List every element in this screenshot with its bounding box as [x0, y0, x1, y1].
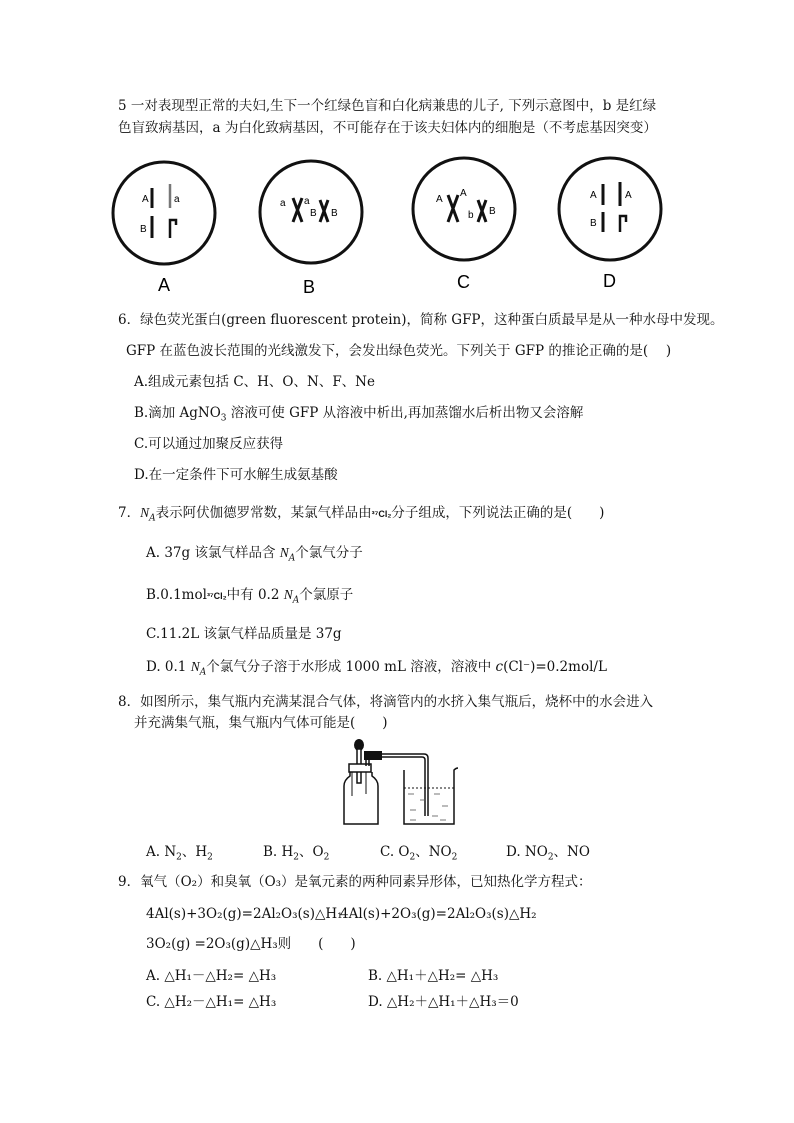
q8-option-c: C. $O_2$、$NO_2$	[380, 844, 458, 863]
gene-label: A	[142, 194, 149, 205]
cell-c	[413, 158, 515, 292]
q7-stem: 7．$N_A$表示阿伏伽德罗常数，某氯气样品由³⁷Cl₂分子组成，下列说法正确的是( )	[118, 505, 605, 524]
q6-stem-line1: 6．绿色荧光蛋白(green fluorescent protein)，简称 GFP，这种蛋白质最早是从一种水母中发现。	[118, 312, 724, 328]
q9-option-b: B. △H₁＋△H₂= △H₃	[368, 968, 499, 984]
cell-a	[113, 162, 215, 295]
cell-label: B	[303, 277, 316, 297]
q8-stem-line2: 并充满集气瓶，集气瓶内气体可能是( )	[134, 715, 388, 731]
q7-option-a: A. 37g 该氯气样品含 $N_A$个氯气分子	[146, 545, 363, 564]
q8-stem-line1: 8．如图所示，集气瓶内充满某混合气体，将滴管内的水挤入集气瓶后，烧杯中的水会进入	[118, 694, 654, 710]
cell-label: A	[158, 275, 171, 295]
cell-b	[260, 161, 362, 297]
q8-option-d: D. $NO_2$、NO	[506, 844, 590, 863]
q9-equation-1: 4Al(s)+3O₂(g)=2Al₂O₃(s)△H₁	[146, 906, 343, 922]
q6-option-a: A.组成元素包括 C、H、O、N、F、Ne	[134, 374, 375, 390]
q7-option-c: C.11.2L 该氯气样品质量是 37g	[146, 626, 342, 642]
q5-stem-line2: 色盲致病基因，a 为白化致病基因，不可能存在于该夫妇体内的细胞是（不考虑基因突变）	[118, 120, 657, 136]
gene-label: A	[625, 190, 632, 201]
gene-label: a	[174, 194, 180, 205]
gene-label: B	[140, 224, 147, 235]
q9-stem: 9．氧气（O₂）和臭氧（O₃）是氧元素的两种同素异形体，已知热化学方程式：	[118, 874, 592, 890]
q9-option-d: D. △H₂＋△H₁＋△H₃＝0	[368, 994, 519, 1010]
q5-cell-diagrams	[0, 150, 794, 310]
gene-label: A	[590, 190, 597, 201]
q7-option-d: D. 0.1 $N_A$个氯气分子溶于水形成 1000 mL 溶液，溶液中 c(Cl⁻)=0.2mol/L	[146, 659, 607, 678]
q9-equation-3: 3O₂(g) =2O₃(g)△H₃则 ( )	[146, 936, 356, 952]
gene-label: B	[590, 218, 597, 229]
q9-equation-2: 4Al(s)+2O₃(g)=2Al₂O₃(s)△H₂	[340, 906, 537, 922]
q6-option-b: B.滴加 AgNO$_3$ 溶液可使 GFP 从溶液中析出,再加蒸馏水后析出物又会溶解	[134, 405, 584, 424]
gene-label: A	[436, 194, 443, 205]
q8-option-b: B. $H_2$、$O_2$	[263, 844, 330, 863]
gene-label: B	[489, 206, 496, 217]
q5-stem-line1: 5 一对表现型正常的夫妇,生下一个红绿色盲和白化病兼患的儿子, 下列示意图中，b 是红绿	[118, 98, 657, 114]
q9-option-c: C. △H₂－△H₁= △H₃	[146, 994, 277, 1010]
q8-apparatus-diagram	[336, 736, 466, 830]
q7-option-b: B.0.1mol³⁷Cl₂中有 0.2 $N_A$个氯原子	[146, 587, 354, 606]
cell-d	[559, 158, 661, 291]
gene-label: a	[304, 196, 310, 207]
gene-label: B	[310, 208, 317, 219]
cell-label: C	[457, 272, 470, 292]
gene-label: b	[468, 210, 474, 221]
gene-label: A	[460, 188, 467, 199]
q6-stem-line2: GFP 在蓝色波长范围的光线激发下，会发出绿色荧光。下列关于 GFP 的推论正确的是( )	[126, 343, 672, 359]
gene-label: a	[280, 198, 286, 209]
q8-option-a: A. $N_2$、$H_2$	[146, 844, 213, 863]
cell-label: D	[603, 271, 616, 291]
q9-option-a: A. △H₁－△H₂= △H₃	[146, 968, 277, 984]
q6-option-d: D.在一定条件下可水解生成氨基酸	[134, 467, 338, 483]
q6-option-c: C.可以通过加聚反应获得	[134, 436, 284, 452]
gene-label: B	[331, 208, 338, 219]
